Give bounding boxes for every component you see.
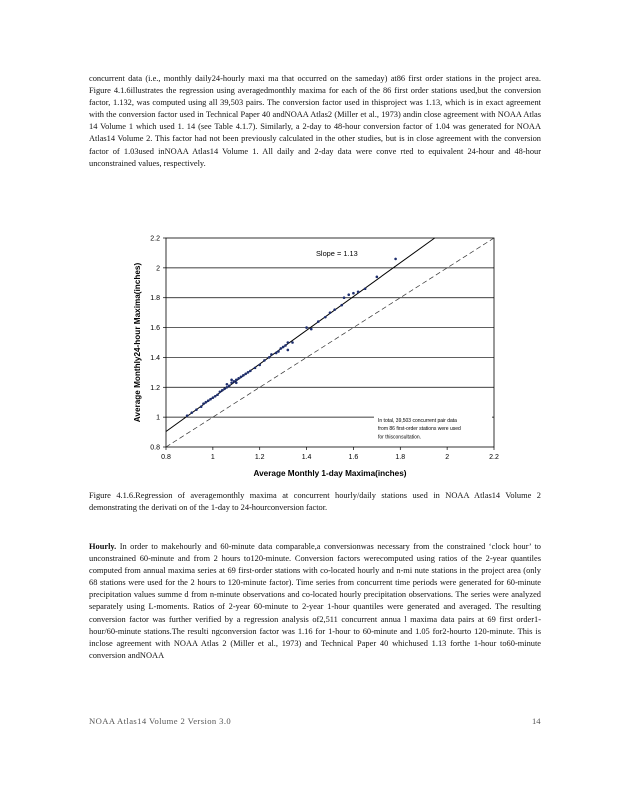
data-point xyxy=(254,367,257,370)
data-point xyxy=(284,344,287,347)
data-point xyxy=(223,387,226,390)
x-tick-label: 2 xyxy=(445,454,450,461)
data-point xyxy=(305,326,308,329)
page-number: 14 xyxy=(532,716,541,726)
data-point xyxy=(216,393,219,396)
data-point xyxy=(230,379,233,382)
y-tick-label: 0.8 xyxy=(150,444,160,452)
data-point xyxy=(190,411,193,414)
data-point xyxy=(226,383,229,386)
x-tick-label: 1.4 xyxy=(301,454,312,461)
data-point xyxy=(237,377,240,380)
data-point xyxy=(364,287,367,290)
data-point xyxy=(324,316,327,319)
regression-figure xyxy=(120,229,502,481)
x-tick-label: 0.8 xyxy=(161,454,171,461)
data-point xyxy=(212,396,215,399)
y-tick-label: 2 xyxy=(156,265,160,273)
x-tick-label: 1 xyxy=(210,454,215,461)
data-point xyxy=(287,341,290,344)
data-point xyxy=(235,379,238,382)
slope-annotation: Slope = 1.13 xyxy=(316,249,358,258)
data-point xyxy=(249,370,252,373)
x-tick-label: 1.6 xyxy=(348,454,359,461)
data-point xyxy=(205,401,208,404)
x-tick-label: 1.2 xyxy=(254,454,265,461)
note-line: for thisconsultation. xyxy=(378,434,422,441)
figure-caption: Figure 4.1.6.Regression of averagemonthly maxima at concurrent hourly/daily stations used in NOAA Atlas14 Volume 2 demonstrating the derivati on of the 1-day to 24-hourconversion factor. xyxy=(89,491,541,513)
data-point xyxy=(186,414,189,417)
data-point xyxy=(258,364,261,367)
data-point xyxy=(357,290,360,293)
data-point xyxy=(228,384,231,387)
y-axis-title: Average Monthly24-hour Maxima(inches) xyxy=(133,262,142,423)
hourly-heading: Hourly. xyxy=(89,542,117,551)
data-point xyxy=(214,395,217,398)
data-point xyxy=(329,311,332,314)
data-point xyxy=(244,373,247,376)
body-paragraph-hourly xyxy=(89,541,541,662)
data-point xyxy=(317,320,320,323)
data-point xyxy=(235,382,238,385)
y-tick-label: 1 xyxy=(156,414,160,422)
data-point xyxy=(226,386,229,389)
hourly-paragraph-text: In order to makehourly and 60-minute data comparable,a conversionwas necessary from the constrained ‘clock hour’ to unconstrained 60-minute and from 2 hours to120-minute. Conversion factors werecomputed using ratios of the 2-year quantiles computed from annual maxima series at 69 first-order stations with co-located hourly and n-mi nute stations in the project area (only 68 stations were used for the 2 hours to 120-minute factor). Time series from concurrent time periods were generated for 60-minute precipitation values summe d from n-minute observations and co-located hourly precipitation observations. The series were analyzed separately using L-moments. Ratios of 2-year 60-minute to 2-year 1-hour quantiles were generated and averaged. The resulting conversion factor was further verified by a regression analysis of2,511 concurrent annua l maxima data pairs at 69 first order1-hour/60-minute stations.The resulti ngconversion factor was 1.16 for 1-hour to 60-minute and 1.05 for2-hourto 120-minute. This is inclose agreement with NOAA Atlas 2 (Miller et al., 1973) and Technical Paper 40 whichused 1.13 forthe 1-hour to60-minute conversion andNOAA xyxy=(89,542,541,660)
data-point xyxy=(340,304,343,307)
data-point xyxy=(200,405,203,408)
data-point xyxy=(270,353,273,356)
data-point xyxy=(394,258,397,261)
data-point xyxy=(209,398,212,401)
y-tick-label: 1.6 xyxy=(150,325,160,333)
regression-scatter-chart xyxy=(120,229,502,481)
data-point xyxy=(280,347,283,350)
y-tick-label: 1.8 xyxy=(150,295,160,303)
data-point xyxy=(275,352,278,355)
data-point xyxy=(233,380,236,383)
data-point xyxy=(240,376,243,379)
data-point xyxy=(195,408,198,411)
data-point xyxy=(277,350,280,353)
note-line: In total, 39,503 concurrent pair data xyxy=(378,418,457,424)
data-point xyxy=(347,293,350,296)
data-point xyxy=(268,356,271,359)
y-tick-label: 1.4 xyxy=(150,354,160,362)
data-point xyxy=(310,328,313,331)
x-axis-title: Average Monthly 1-day Maxima(inches) xyxy=(253,469,407,478)
data-point xyxy=(352,292,355,295)
data-point xyxy=(287,349,290,352)
data-point xyxy=(376,276,379,279)
data-point xyxy=(333,308,336,311)
y-tick-label: 1.2 xyxy=(150,384,160,392)
data-point xyxy=(282,346,285,349)
x-tick-label: 1.8 xyxy=(395,454,406,461)
data-point xyxy=(242,374,245,377)
data-point xyxy=(263,359,266,362)
data-point xyxy=(207,399,210,402)
data-point xyxy=(221,389,224,392)
y-tick-label: 2.2 xyxy=(150,235,160,243)
x-tick-label: 2.2 xyxy=(489,454,499,461)
note-line: from 86 first-order stations were used xyxy=(378,426,461,433)
data-point xyxy=(247,371,250,374)
data-point xyxy=(343,296,346,299)
body-paragraph-conversion-factors: concurrent data (i.e., monthly daily24-hourly maxi ma that occurred on the sameday) at86 first order stations in the project area. Figure 4.1.6illustrates the regression using averagedmonthly maxima for each of the 86 first order stations used,but the conversion factor, 1.132, was computed using all 39,503 pairs. The conversion factor used in thisproject was 1.13, which is in exact agreement with the conversion factor used in Technical Paper 40 andNOAA Atlas2 (Miller et al., 1973) andin close agreement with NOAA Atlas 14 Volume 1 which used 1. 14 (see Table 4.1.7). Similarly, a 2-day to 48-hour conversion factor of 1.04 was generated for NOAA Atlas14 Volume 2. This factor had not been previously calculated in the other studies, but is in close agreement with the conversion factor of 1.03used inNOAA Atlas14 Volume 1. All daily and 2-day data were conve rted to equivalent 24-hour and 48-hour unconstrained values, respectively. xyxy=(89,74,541,168)
data-point xyxy=(291,341,294,344)
data-point xyxy=(230,382,233,385)
data-point xyxy=(219,390,222,393)
footer-title: NOAA Atlas14 Volume 2 Version 3.0 xyxy=(89,716,232,726)
data-point xyxy=(202,402,205,405)
